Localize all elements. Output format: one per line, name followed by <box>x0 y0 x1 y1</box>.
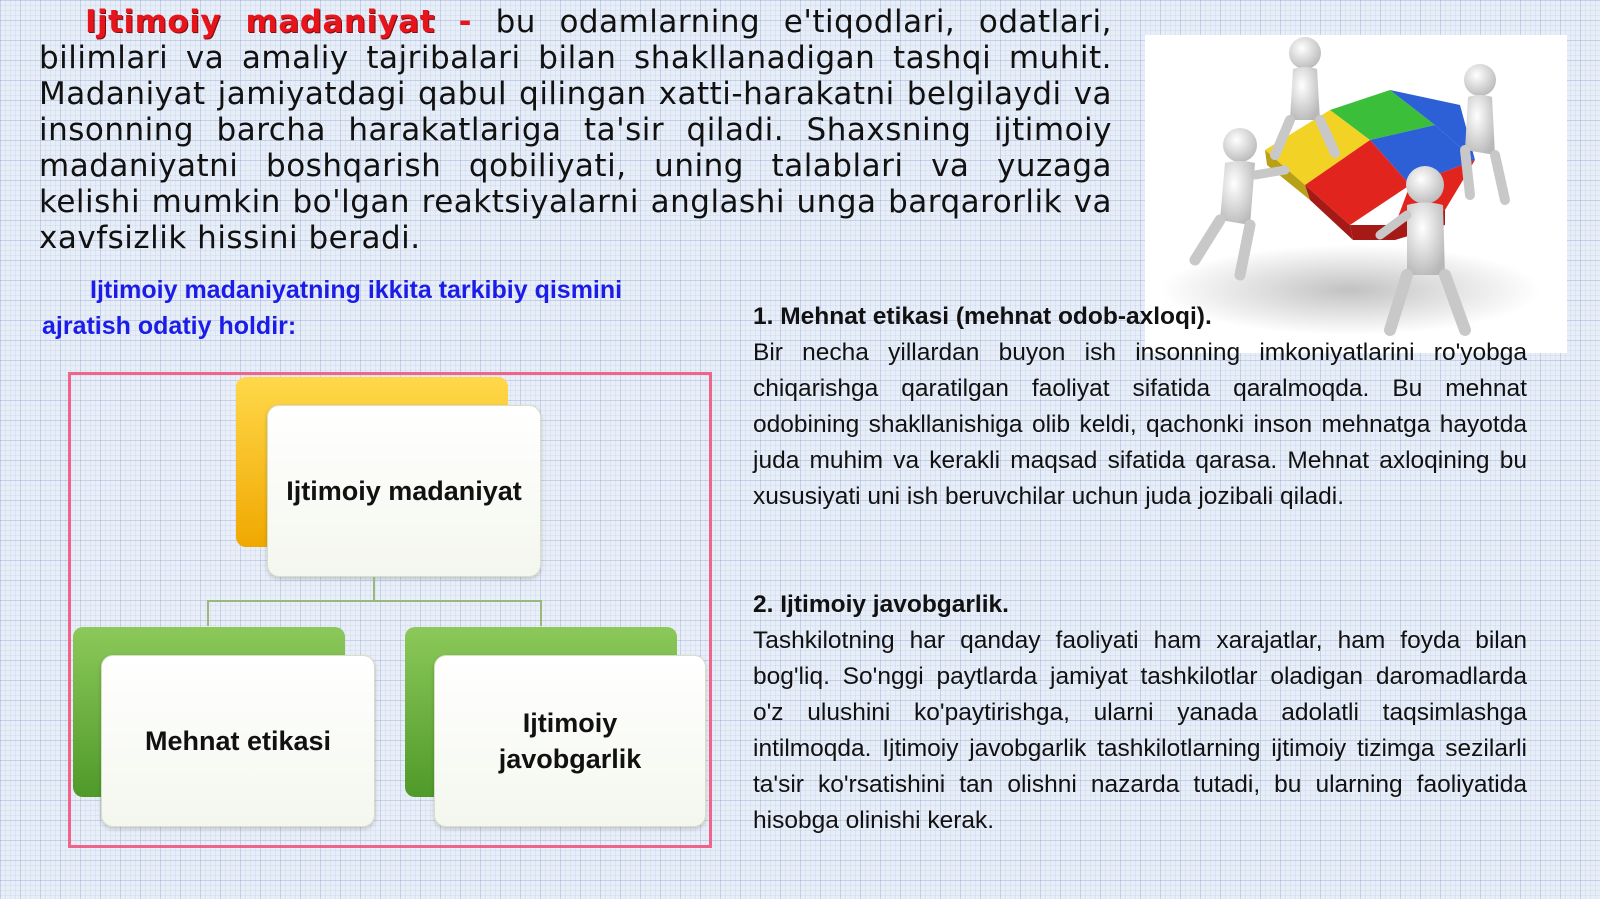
root-node-label: Ijtimoiy madaniyat <box>286 476 522 506</box>
child-node-right-label: Ijtimoiy javobgarlik <box>498 708 642 774</box>
child-node-right <box>434 655 706 827</box>
intro-paragraph <box>39 4 1112 256</box>
section-work-ethics-heading: 1. Mehnat etikasi (mehnat odob-axloqi). <box>753 303 1212 330</box>
section-social-responsibility-heading: 2. Ijtimoiy javobgarlik. <box>753 591 1009 618</box>
subtitle: Ijtimoiy madaniyatning ikkita tarkibiy qismini ajratish odatiy holdir: <box>42 276 623 340</box>
section-social-responsibility <box>753 587 1527 839</box>
connector-bar <box>207 600 542 602</box>
section-work-ethics <box>753 299 1527 515</box>
section-work-ethics-text: Bir necha yillardan buyon ish insonning imkoniyatlarini ro'yobga chiqarishga qaratilgan faoliyat sifatida qaralmoqda. Bu mehnat odobining shakllanishiga olib keldi, qachonki inson mehnatga hayotda juda muhim va kerakli maqsad sifatida qarasa. Mehnat axloqining bu xususiyati uni ish beruvchilar uchun juda jozibali qiladi. <box>753 339 1527 510</box>
intro-term: Ijtimoiy madaniyat <box>85 4 436 40</box>
connector-left <box>207 600 209 626</box>
root-node <box>267 405 541 577</box>
connector-right <box>540 600 542 626</box>
child-node-left-label: Mehnat etikasi <box>144 726 332 756</box>
intro-text: bu odamlarning e'tiqodlari, odatlari, bilimlari va amaliy tajribalari bilan shakllanadigan tashqi muhit. Madaniyat jamiyatdagi qabul qilingan xatti-harakatni belgilaydi va insonning barcha harakatlariga ta'sir qiladi. Shaxsning ijtimoiy madaniyatni boshqarish qobiliyati, uning talablari va yuzaga kelishi mumkin bo'lgan reaktsiyalarni anglashi unga barqarorlik va xavfsizlik hissini beradi. <box>39 4 1112 256</box>
connector-root <box>373 577 375 601</box>
intro-dash: - <box>458 4 472 40</box>
hierarchy-diagram <box>68 372 712 848</box>
child-node-left <box>101 655 375 827</box>
section-social-responsibility-text: Tashkilotning har qanday faoliyati ham xarajatlar, ham foyda bilan bog'liq. So'nggi paytlarda jamiyat tashkilotlar oladigan daromadlarda o'z ulushini ko'paytirishga, ularni yanada adolatli taqsimlashga intilmoqda. Ijtimoiy javobgarlik tashkilotlarning ijtimoiy tizimga sezilarli ta'sir ko'rsatishini tan olishni nazarda tutadi, bu ularning faoliyatida hisobga olinishi kerak. <box>753 627 1527 834</box>
